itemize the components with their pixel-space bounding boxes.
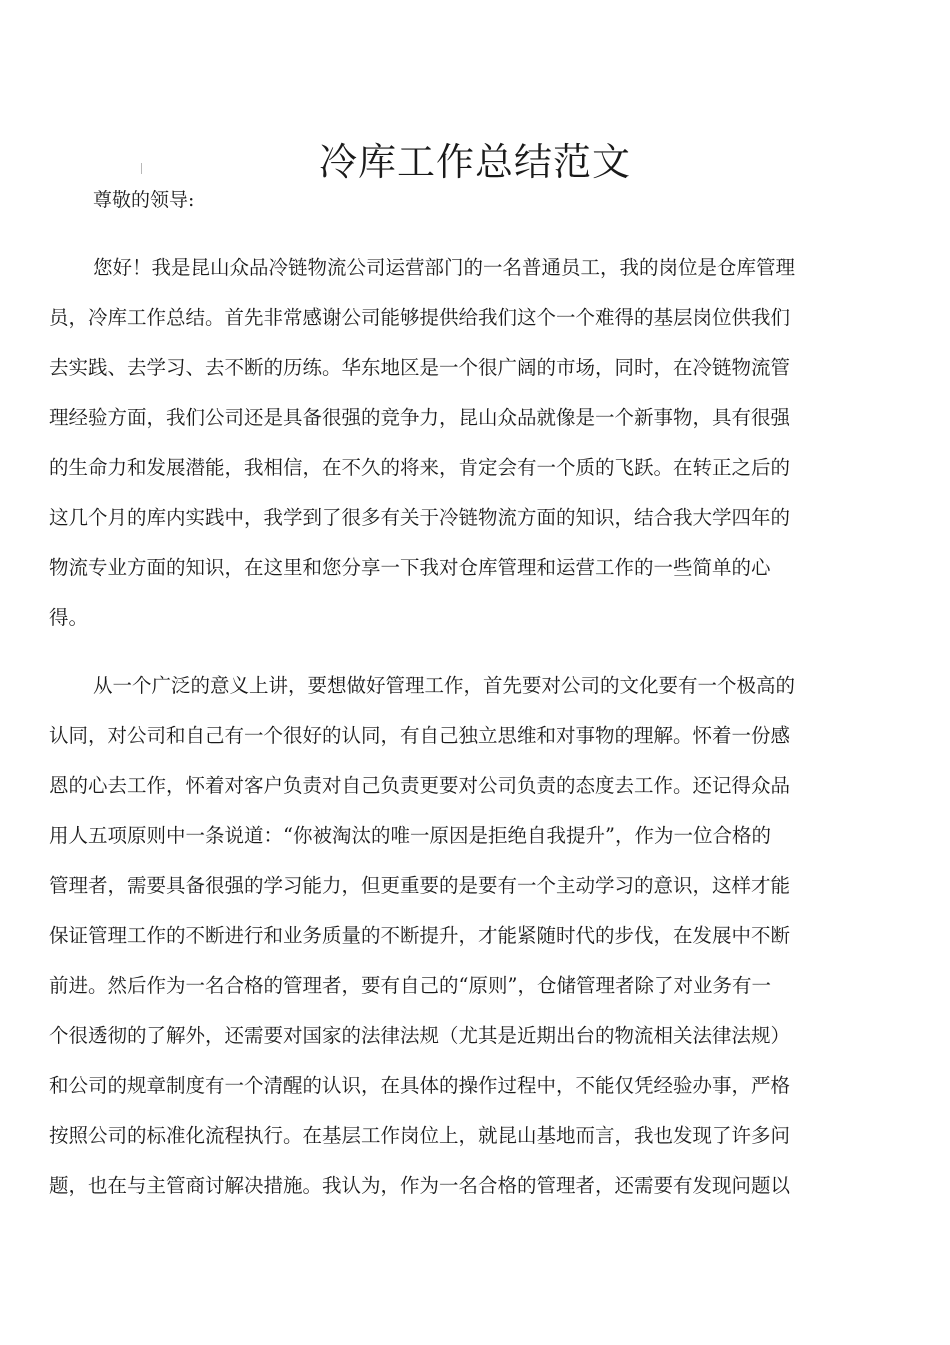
paragraph-line: 保证管理工作的不断进行和业务质量的不断提升，才能紧随时代的步伐，在发展中不断 — [49, 924, 791, 947]
paragraph-line: 按照公司的标准化流程执行。在基层工作岗位上，就昆山基地而言，我也发现了许多问 — [49, 1124, 791, 1147]
paragraph-line: 这几个月的库内实践中，我学到了很多有关于冷链物流方面的知识，结合我大学四年的 — [49, 506, 791, 529]
paragraph-line: 物流专业方面的知识，在这里和您分享一下我对仓库管理和运营工作的一些简单的心 — [49, 556, 771, 579]
paragraph-line: 理经验方面，我们公司还是具备很强的竞争力，昆山众品就像是一个新事物，具有很强 — [49, 406, 791, 429]
paragraph-line: 个很透彻的了解外，还需要对国家的法律法规（尤其是近期出台的物流相关法律法规） — [49, 1024, 791, 1047]
paragraph-line: 去实践、去学习、去不断的历练。华东地区是一个很广阔的市场，同时，在冷链物流管 — [49, 356, 791, 379]
paragraph-line: 题，也在与主管商讨解决措施。我认为，作为一名合格的管理者，还需要有发现问题以 — [49, 1174, 791, 1197]
paragraph-line: 恩的心去工作，怀着对客户负责对自己负责更要对公司负责的态度去工作。还记得众品 — [49, 774, 791, 797]
paragraph-line: 用人五项原则中一条说道：“你被淘汰的唯一原因是拒绝自我提升”，作为一位合格的 — [49, 824, 771, 847]
paragraph-line: 管理者，需要具备很强的学习能力，但更重要的是要有一个主动学习的意识，这样才能 — [49, 874, 791, 897]
paragraph-line: 得。 — [49, 606, 89, 629]
paragraph-line: 的生命力和发展潜能，我相信，在不久的将来，肯定会有一个质的飞跃。在转正之后的 — [49, 456, 791, 479]
paragraph-line: 前进。然后作为一名合格的管理者，要有自己的“原则”，仓储管理者除了对业务有一 — [49, 974, 771, 997]
margin-marker — [141, 163, 142, 174]
paragraph-line: 员，冷库工作总结。首先非常感谢公司能够提供给我们这个一个难得的基层岗位供我们 — [49, 306, 791, 329]
document-title: 冷库工作总结范文 — [318, 140, 631, 185]
paragraph-line: 从一个广泛的意义上讲，要想做好管理工作，首先要对公司的文化要有一个极高的 — [93, 674, 796, 697]
paragraph-line: 和公司的规章制度有一个清醒的认识，在具体的操作过程中，不能仅凭经验办事，严格 — [49, 1074, 791, 1097]
paragraph-line: 您好！我是昆山众品冷链物流公司运营部门的一名普通员工，我的岗位是仓库管理 — [93, 256, 796, 279]
salutation: 尊敬的领导: — [93, 189, 195, 211]
paragraph-line: 认同，对公司和自己有一个很好的认同，有自己独立思维和对事物的理解。怀着一份感 — [49, 724, 791, 747]
